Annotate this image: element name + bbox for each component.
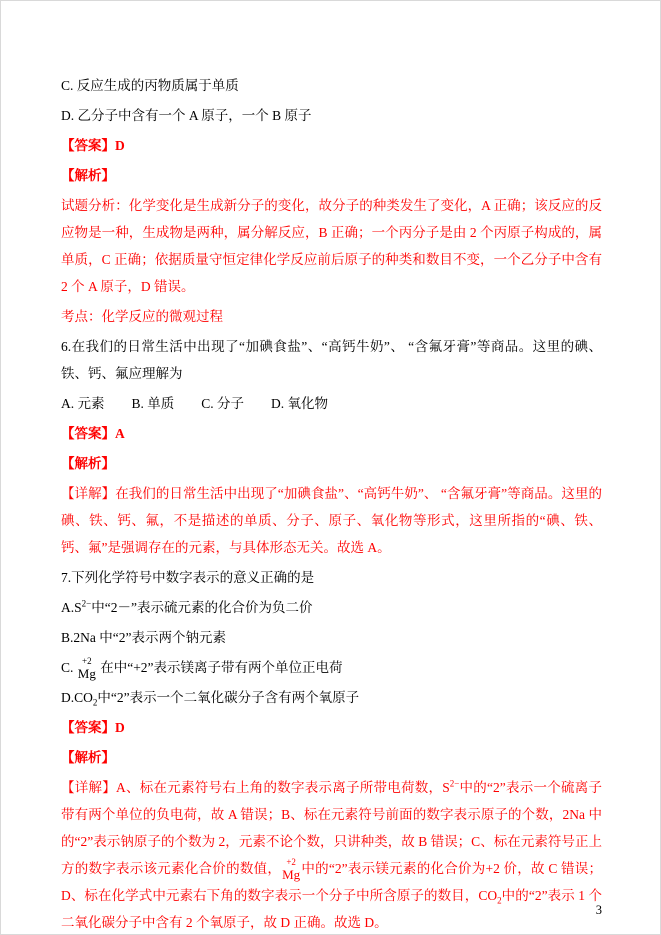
q6-detail-text: 【详解】在我们的日常生活中出现了“加碘食盐”、“高钙牛奶”、 “含氟牙膏”等商品。这里的碘、铁、钙、氟，不是描述的单质、分子、原子、氧化物等形式，这里所指的“碘、铁、钙、氟”是强调存在的元素，与具体形态无关。故选 A。 [61,486,602,555]
option-a-text: 中“2－”表示硫元素的化合价为负二价 [91,600,313,615]
q7-option-a [61,594,602,621]
mg-valence-symbol [78,657,96,680]
q5-analysis-text: 试题分析：化学变化是生成新分子的变化，故分子的种类发生了变化，A 正确；该反应的反应物是一种，生成物是两种，属分解反应，B 正确；一个丙分子是由 2 个丙原子构成的，属单质，C 正确；依据质量守恒定律化学反应前后原子的种类和数目不变，一个乙分子中含有 2 个 A 原子，D 错误。 [61,198,602,294]
q7-stem: 7.下列化学符号中数字表示的意义正确的是 [61,570,315,585]
q5-option-c: C. 反应生成的丙物质属于单质 [61,78,239,93]
co2-subscript: 2 [497,895,502,906]
answer-label: 【答案】 [61,426,115,441]
sulfide-charge-superscript: 2− [449,778,460,789]
q5-option-d: D. 乙分子中含有一个 A 原子，一个 B 原子 [61,108,312,123]
answer-value: D [115,138,125,153]
q6-stem: 6.在我们的日常生活中出现了“加碘食盐”、“高钙牛奶”、 “含氟牙膏”等商品。这里的碘、铁、钙、氟应理解为 [61,339,602,381]
q6-analysis-label: 【解析】 [61,456,115,471]
q5-analysis-label: 【解析】 [61,168,115,183]
detail-text: 中的“2”表示 1 个二氧化碳分子中含有 2 个氧原子，故 D 正确。故选 D。 [61,888,602,930]
q7-option-d [61,684,602,711]
element-symbol: Mg [77,665,96,681]
option-d-text: 中“2”表示一个二氧化碳分子含有两个氧原子 [97,690,360,705]
detail-text: 中的“2”表示一个硫离子带有两个单位的负电荷，故 A 错误；B、标在元素符号前面的数字表示原子的个数，2Na 中的“2”表示钠原子的个数为 2，元素不论个数，只讲种类，故 B 错误；C、标在元素符号正上方的数字表示该元素化合价的数值， [61,780,602,876]
answer-label: 【答案】 [61,720,115,735]
q7-option-b: B.2Na 中“2”表示两个钠元素 [61,630,226,645]
q5-focus-line: 考点：化学反应的微观过程 [61,309,223,324]
option-d-text: D.CO [61,690,93,705]
q7-analysis-label: 【解析】 [61,750,115,765]
element-symbol: Mg [282,866,301,882]
q6-options: A. 元素 B. 单质 C. 分子 D. 氧化物 [61,396,329,411]
q7-answer-line [61,714,602,741]
answer-value: A [115,426,125,441]
valence-number: +2 [286,857,296,868]
answer-label: 【答案】 [61,138,115,153]
q5-answer-line [61,132,602,159]
detail-text: 中的“2”表示镁元素的化合价为+2 价，故 C 错误；D、标在化学式中元素右下角的数字表示一个分子中所含原子的数目，CO [61,861,603,903]
co2-subscript: 2 [92,697,98,708]
mg-valence-symbol [282,858,300,881]
option-a-text: A.S [61,600,82,615]
document-content [61,72,602,935]
q7-option-c [61,654,602,681]
detail-text: 【详解】A、标在元素符号右上角的数字表示离子所带电荷数，S [61,780,450,795]
option-c-text: 在中“+2”表示镁离子带有两个单位正电荷 [96,660,343,675]
valence-number: +2 [82,656,92,667]
page-number: 3 [595,903,602,917]
q6-answer-line [61,420,602,447]
q7-detail-text [61,774,602,935]
sulfide-charge-superscript: 2− [81,598,92,609]
option-c-text: C. [61,660,77,675]
answer-value: D [115,720,125,735]
